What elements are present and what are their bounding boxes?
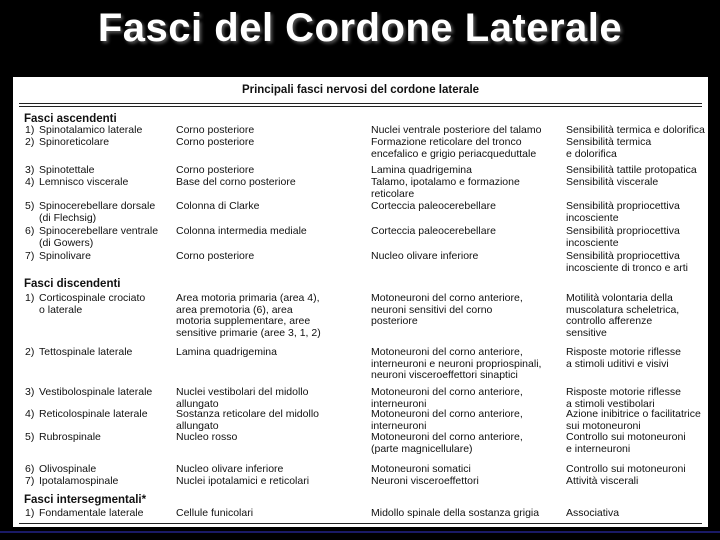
tract-name: Spinolivare <box>39 250 91 262</box>
bottom-rule <box>19 523 702 524</box>
row-number: 4) <box>25 408 35 420</box>
tract-name: Spinoreticolare <box>39 136 110 148</box>
row-number: 1) <box>25 124 35 136</box>
tract-name: Fondamentale laterale <box>39 507 144 519</box>
tract-function: Sensibilità tattile protopatica <box>566 164 697 176</box>
tract-name: Vestibolospinale laterale <box>39 386 153 398</box>
tract-origin: Nucleo olivare inferiore <box>176 463 284 475</box>
title-rule-lower <box>19 106 702 107</box>
slide-bottom-bar <box>0 528 720 540</box>
tract-termination: Lamina quadrigemina <box>371 164 472 176</box>
tract-termination: Motoneuroni del corno anteriore, interneuroni <box>371 408 523 432</box>
tract-termination: Nuclei ventrale posteriore del talamo <box>371 124 542 136</box>
tract-name: Spinocerebellare dorsale (di Flechsig) <box>39 200 156 224</box>
tract-function: Motilità volontaria della muscolatura scheletrica, controllo afferenze sensitive <box>566 292 680 339</box>
row-number: 5) <box>25 200 35 212</box>
row-number: 6) <box>25 225 35 237</box>
section-heading: Fasci ascendenti <box>24 113 117 125</box>
tract-function: Sensibilità termica e dolorifica <box>566 124 705 136</box>
tract-name: Spinocerebellare ventrale (di Gowers) <box>39 225 159 249</box>
row-number: 2) <box>25 346 35 358</box>
tract-termination: Formazione reticolare del tronco encefalico e grigio periacqueduttale <box>371 136 537 160</box>
tract-origin: Lamina quadrigemina <box>176 346 277 358</box>
tract-name: Lemnisco viscerale <box>39 176 129 188</box>
tract-function: Sensibilità viscerale <box>566 176 659 188</box>
tract-termination: Motoneuroni del corno anteriore, interneuroni <box>371 386 523 410</box>
section-heading: Fasci intersegmentali* <box>24 494 147 506</box>
tract-function: Sensibilità propriocettiva incosciente <box>566 225 680 249</box>
table-title: Principali fasci nervosi del cordone laterale <box>241 84 480 96</box>
tract-name: Spinotalamico laterale <box>39 124 143 136</box>
tract-origin: Nuclei ipotalamici e reticolari <box>176 475 310 487</box>
tract-origin: Nuclei vestibolari del midollo allungato <box>176 386 309 410</box>
tract-function: Controllo sui motoneuroni <box>566 463 686 475</box>
row-number: 1) <box>25 507 35 519</box>
tract-name: Rubrospinale <box>39 431 101 443</box>
slide-bottom-accent <box>0 531 720 533</box>
row-number: 7) <box>25 250 35 262</box>
tract-termination: Motoneuroni del corno anteriore, interneuroni e neuroni propriospinali, neuroni visceroeffettori sinaptici <box>371 346 542 382</box>
tract-function: Sensibilità propriocettiva incosciente <box>566 200 680 224</box>
row-number: 6) <box>25 463 35 475</box>
row-number: 3) <box>25 164 35 176</box>
tract-name: Olivospinale <box>39 463 97 475</box>
tract-function: Risposte motorie riflesse a stimoli vestibolari <box>566 386 681 410</box>
tract-origin: Corno posteriore <box>176 124 255 136</box>
tract-function: Controllo sui motoneuroni e interneuroni <box>566 431 686 455</box>
title-rule <box>19 103 702 104</box>
tract-function: Sensibilità propriocettiva incosciente di tronco e arti <box>566 250 688 274</box>
table-document <box>13 77 708 527</box>
tract-name: Tettospinale laterale <box>39 346 133 358</box>
tract-name: Reticolospinale laterale <box>39 408 148 420</box>
tract-termination: Midollo spinale della sostanza grigia <box>371 507 540 519</box>
tract-termination: Talamo, ipotalamo e formazione reticolare <box>371 176 520 200</box>
tract-name: Ipotalamospinale <box>39 475 119 487</box>
row-number: 1) <box>25 292 35 304</box>
section-heading: Fasci discendenti <box>24 278 121 290</box>
tract-function: Associativa <box>566 507 620 519</box>
tract-name: Spinotettale <box>39 164 95 176</box>
tract-origin: Area motoria primaria (area 4), area premotoria (6), area motoria supplementare, aree sensitive primarie (aree 3, 1, 2) <box>176 292 321 339</box>
tract-name: Corticospinale crociato o laterale <box>39 292 146 316</box>
tract-origin: Colonna intermedia mediale <box>176 225 307 237</box>
tract-function: Risposte motorie riflesse a stimoli uditivi e visivi <box>566 346 681 370</box>
tract-termination: Nucleo olivare inferiore <box>371 250 479 262</box>
tract-function: Azione inibitrice o facilitatrice sui motoneuroni <box>566 408 701 432</box>
tract-termination: Motoneuroni del corno anteriore, (parte magnicellulare) <box>371 431 523 455</box>
tract-function: Sensibilità termica e dolorifica <box>566 136 652 160</box>
row-number: 2) <box>25 136 35 148</box>
row-number: 3) <box>25 386 35 398</box>
row-number: 5) <box>25 431 35 443</box>
tract-origin: Corno posteriore <box>176 136 255 148</box>
tract-origin: Corno posteriore <box>176 250 255 262</box>
row-number: 7) <box>25 475 35 487</box>
tract-termination: Motoneuroni somatici <box>371 463 471 475</box>
tract-origin: Base del corno posteriore <box>176 176 296 188</box>
tract-function: Attività viscerali <box>566 475 639 487</box>
tract-termination: Neuroni visceroeffettori <box>371 475 479 487</box>
tract-origin: Corno posteriore <box>176 164 255 176</box>
tract-termination: Corteccia paleocerebellare <box>371 225 496 237</box>
tract-origin: Nucleo rosso <box>176 431 238 443</box>
row-number: 4) <box>25 176 35 188</box>
slide-title: Fasci del Cordone Laterale <box>97 6 623 50</box>
tract-termination: Corteccia paleocerebellare <box>371 200 496 212</box>
tract-termination: Motoneuroni del corno anteriore, neuroni sensitivi del corno posteriore <box>371 292 523 328</box>
tract-origin: Cellule funicolari <box>176 507 254 519</box>
tract-origin: Sostanza reticolare del midollo allungato <box>176 408 319 432</box>
tract-origin: Colonna di Clarke <box>176 200 260 212</box>
